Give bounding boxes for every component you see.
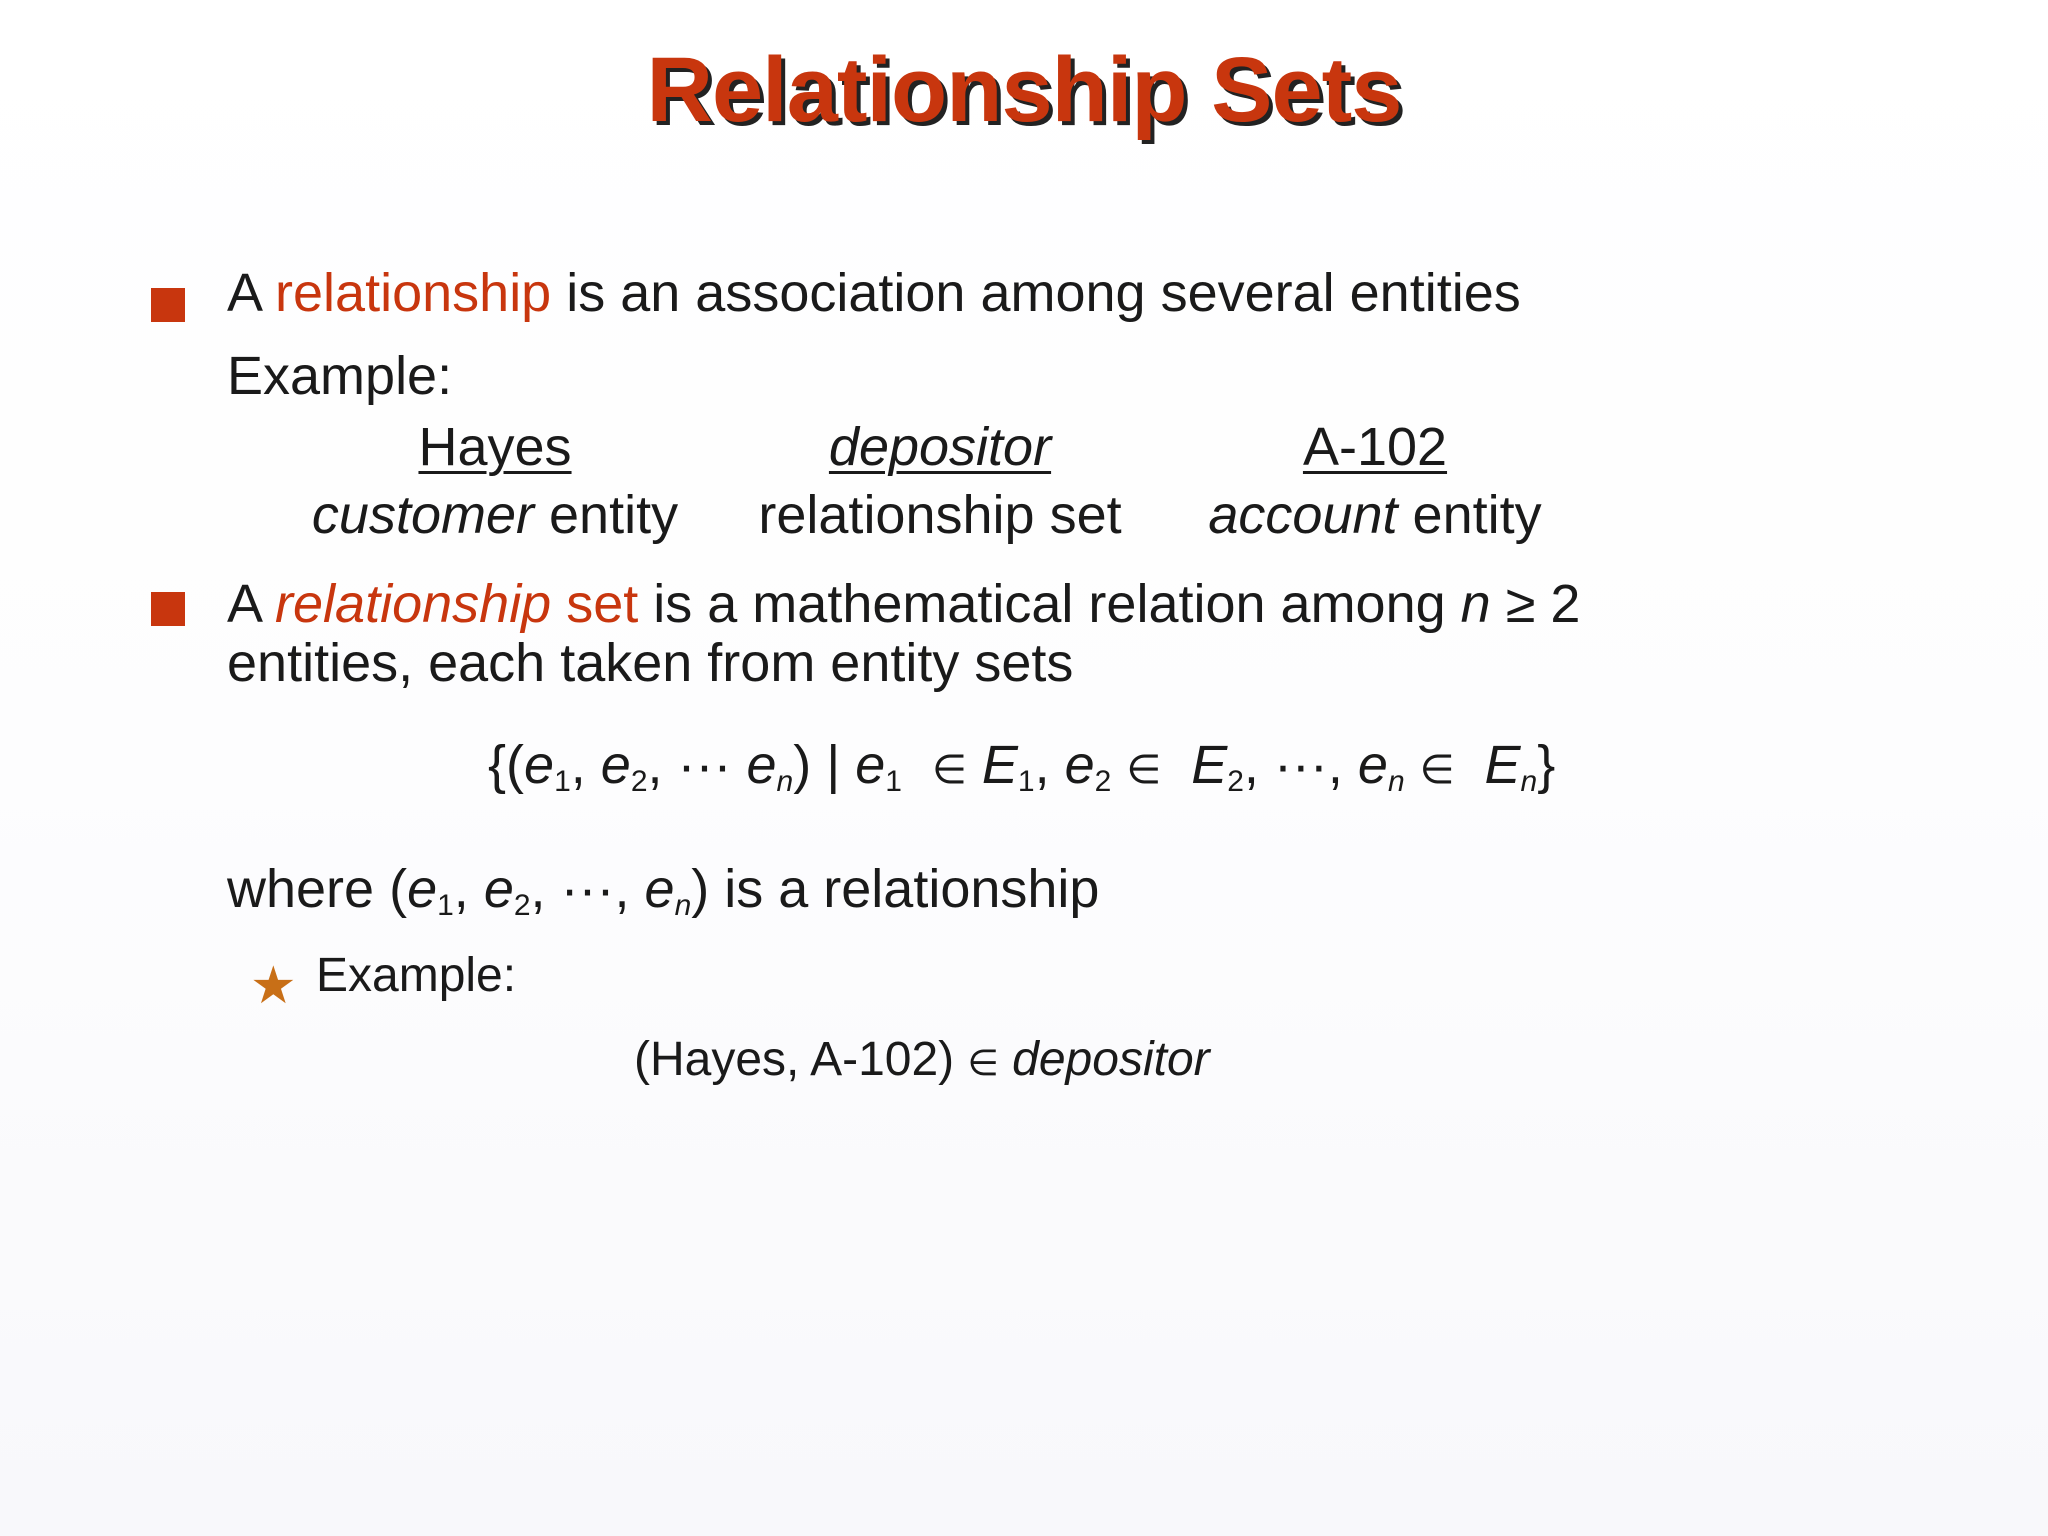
example-entity-hayes: Hayes: [418, 417, 572, 477]
where-line: where ($e_1$, $e_2$, ···, $e_n$) is a relationship: [227, 859, 1100, 922]
example-entity-a102: A-102: [1302, 417, 1448, 477]
example-column-depositor: [740, 416, 1140, 546]
example-column-hayes: [280, 416, 710, 546]
slide-title: Relationship Sets: [646, 39, 1402, 141]
example-relationship-depositor: depositor: [828, 417, 1052, 477]
bullet-1-prefix: A: [227, 263, 276, 323]
example-label: Example:: [227, 346, 453, 406]
bullet-2-line-1: A relationship set is a mathematical relation among n ≥ 2: [227, 574, 1581, 634]
square-bullet-icon: [151, 592, 185, 626]
sub-example-label: Example:: [316, 949, 517, 1002]
example-desc-account: account entity: [1208, 485, 1542, 545]
set-formula: {($e_1$, $e_2$, ··· $e_n$) | $e_1$ ∈ $E_1$, $e_2$ ∈ $E_2$, ···, $e_n$ ∈ $E_n$}: [488, 735, 1556, 798]
star-bullet-icon: ★: [250, 957, 297, 1015]
bullet-2-term: relationship: [275, 574, 552, 634]
example-desc-customer: customer entity: [311, 485, 679, 545]
bullet-2-line-2: entities, each taken from entity sets: [227, 633, 1074, 693]
bullet-1-rest: is an association among several entities: [551, 263, 1521, 323]
bullet-1-text: [227, 263, 1521, 323]
square-bullet-icon: [151, 288, 185, 322]
example-column-account: [1180, 416, 1570, 546]
example-desc-relationship-set: relationship set: [758, 485, 1122, 545]
sub-example-tuple: (Hayes, A-102) ∈ depositor: [634, 1033, 1210, 1086]
bullet-1-term: relationship: [275, 263, 552, 323]
